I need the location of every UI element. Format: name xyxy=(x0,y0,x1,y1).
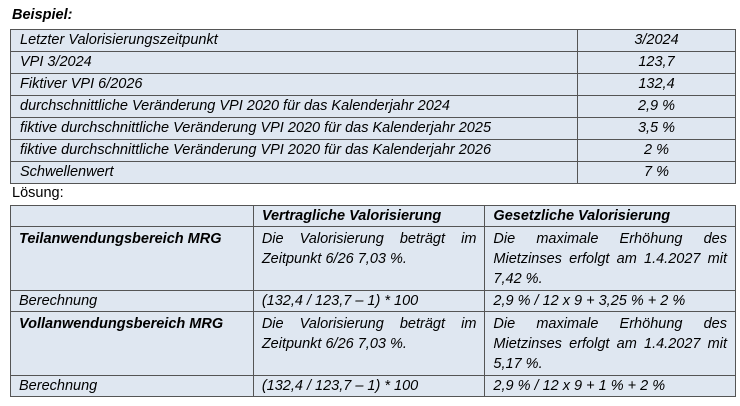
table-row xyxy=(11,52,736,74)
table-row xyxy=(11,312,736,376)
column-header-gesetzlich: Gesetzliche Valorisierung xyxy=(485,206,736,227)
row-label: Vollanwendungsbereich MRG xyxy=(11,312,254,376)
example-value: 2 % xyxy=(578,140,736,162)
example-label: Fiktiver VPI 6/2026 xyxy=(11,74,578,96)
example-label: fiktive durchschnittliche Veränderung VPI 2020 für das Kalenderjahr 2026 xyxy=(11,140,578,162)
example-label: Schwellenwert xyxy=(11,162,578,184)
table-row xyxy=(11,227,736,291)
cell-vertraglich: (132,4 / 123,7 – 1) * 100 xyxy=(253,291,485,312)
example-label: fiktive durchschnittliche Veränderung VPI 2020 für das Kalenderjahr 2025 xyxy=(11,118,578,140)
example-heading: Beispiel: xyxy=(12,7,73,23)
example-value: 2,9 % xyxy=(578,96,736,118)
cell-vertraglich: (132,4 / 123,7 – 1) * 100 xyxy=(253,376,485,397)
table-row xyxy=(11,30,736,52)
row-label: Teilanwendungsbereich MRG xyxy=(11,227,254,291)
example-value: 132,4 xyxy=(578,74,736,96)
cell-gesetzlich: 2,9 % / 12 x 9 + 3,25 % + 2 % xyxy=(485,291,736,312)
column-header-empty xyxy=(11,206,254,227)
example-value: 7 % xyxy=(578,162,736,184)
table-row xyxy=(11,96,736,118)
cell-gesetzlich: Die maximale Erhöhung des Mietzinses erfolgt am 1.4.2027 mit 7,42 %. xyxy=(485,227,736,291)
table-row xyxy=(11,291,736,312)
example-label: durchschnittliche Veränderung VPI 2020 für das Kalenderjahr 2024 xyxy=(11,96,578,118)
table-row xyxy=(11,140,736,162)
solution-table xyxy=(10,205,736,397)
cell-gesetzlich: 2,9 % / 12 x 9 + 1 % + 2 % xyxy=(485,376,736,397)
table-header-row xyxy=(11,206,736,227)
column-header-vertraglich: Vertragliche Valorisierung xyxy=(253,206,485,227)
table-row xyxy=(11,118,736,140)
table-row xyxy=(11,376,736,397)
table-row xyxy=(11,162,736,184)
cell-gesetzlich: Die maximale Erhöhung des Mietzinses erfolgt am 1.4.2027 mit 5,17 %. xyxy=(485,312,736,376)
example-label: VPI 3/2024 xyxy=(11,52,578,74)
example-label: Letzter Valorisierungszeitpunkt xyxy=(11,30,578,52)
row-label: Berechnung xyxy=(11,376,254,397)
example-value: 123,7 xyxy=(578,52,736,74)
example-value: 3,5 % xyxy=(578,118,736,140)
example-value: 3/2024 xyxy=(578,30,736,52)
table-row xyxy=(11,74,736,96)
cell-vertraglich: Die Valorisierung beträgt im Zeitpunkt 6/26 7,03 %. xyxy=(253,227,485,291)
solution-label: Lösung: xyxy=(12,185,64,201)
cell-vertraglich: Die Valorisierung beträgt im Zeitpunkt 6/26 7,03 %. xyxy=(253,312,485,376)
row-label: Berechnung xyxy=(11,291,254,312)
example-table xyxy=(10,29,736,184)
